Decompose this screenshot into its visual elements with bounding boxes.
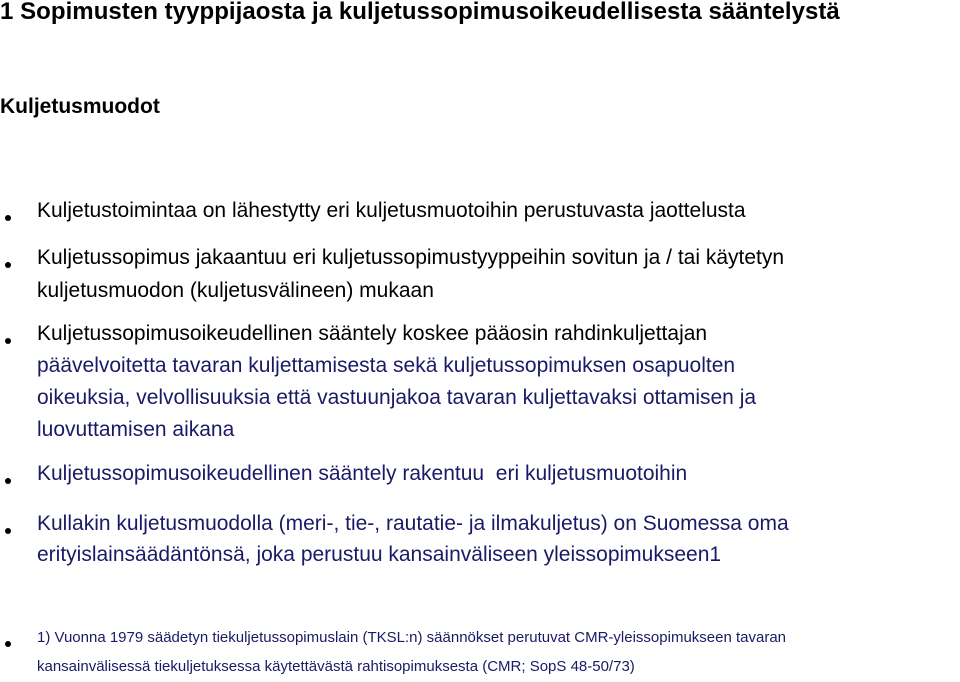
bullet-line: luovuttamisen aikana [37,418,235,441]
bullet-dot [5,478,11,484]
section-heading: Kuljetusmuodot [0,95,160,118]
page-title: 1 Sopimusten tyyppijaosta ja kuljetussopimusoikeudellisesta sääntelystä [0,0,840,25]
bullet-dot [5,641,11,647]
bullet-line: Kuljetustoimintaa on lähestytty eri kuljetusmuotoihin perustuvasta jaottelusta [37,199,746,222]
bullet-line: Kuljetussopimusoikeudellinen sääntely rakentuu eri kuljetusmuotoihin [37,462,688,485]
bullet-line: Kullakin kuljetusmuodolla (meri-, tie-, rautatie- ja ilmakuljetus) on Suomessa oma [37,512,789,535]
bullet-line: päävelvoitetta tavaran kuljettamisesta sekä kuljetussopimuksen osapuolten [37,354,736,377]
bullet-line: erityislainsäädäntönsä, joka perustuu kansainväliseen yleissopimukseen1 [37,543,722,566]
bullet-dot [5,338,11,344]
bullet-line: Kuljetussopimus jakaantuu eri kuljetussopimustyyppeihin sovitun ja / tai käytetyn [37,246,785,269]
bullet-dot [5,262,11,268]
bullet-line: oikeuksia, velvollisuuksia että vastuunjakoa tavaran kuljettavaksi ottamisen ja [37,386,757,409]
bullet-line: Kuljetussopimusoikeudellinen sääntely koskee pääosin rahdinkuljettajan [37,322,708,345]
footnote-line: kansainvälisessä tiekuljetuksessa käytettävästä rahtisopimuksesta (CMR; SopS 48-50/73) [37,658,635,675]
footnote-line: 1) Vuonna 1979 säädetyn tiekuljetussopimuslain (TKSL:n) säännökset perutuvat CMR-yleissopimukseen tavaran [37,629,787,646]
bullet-dot [5,215,11,221]
bullet-line: kuljetusmuodon (kuljetusvälineen) mukaan [37,279,434,302]
bullet-dot [5,528,11,534]
